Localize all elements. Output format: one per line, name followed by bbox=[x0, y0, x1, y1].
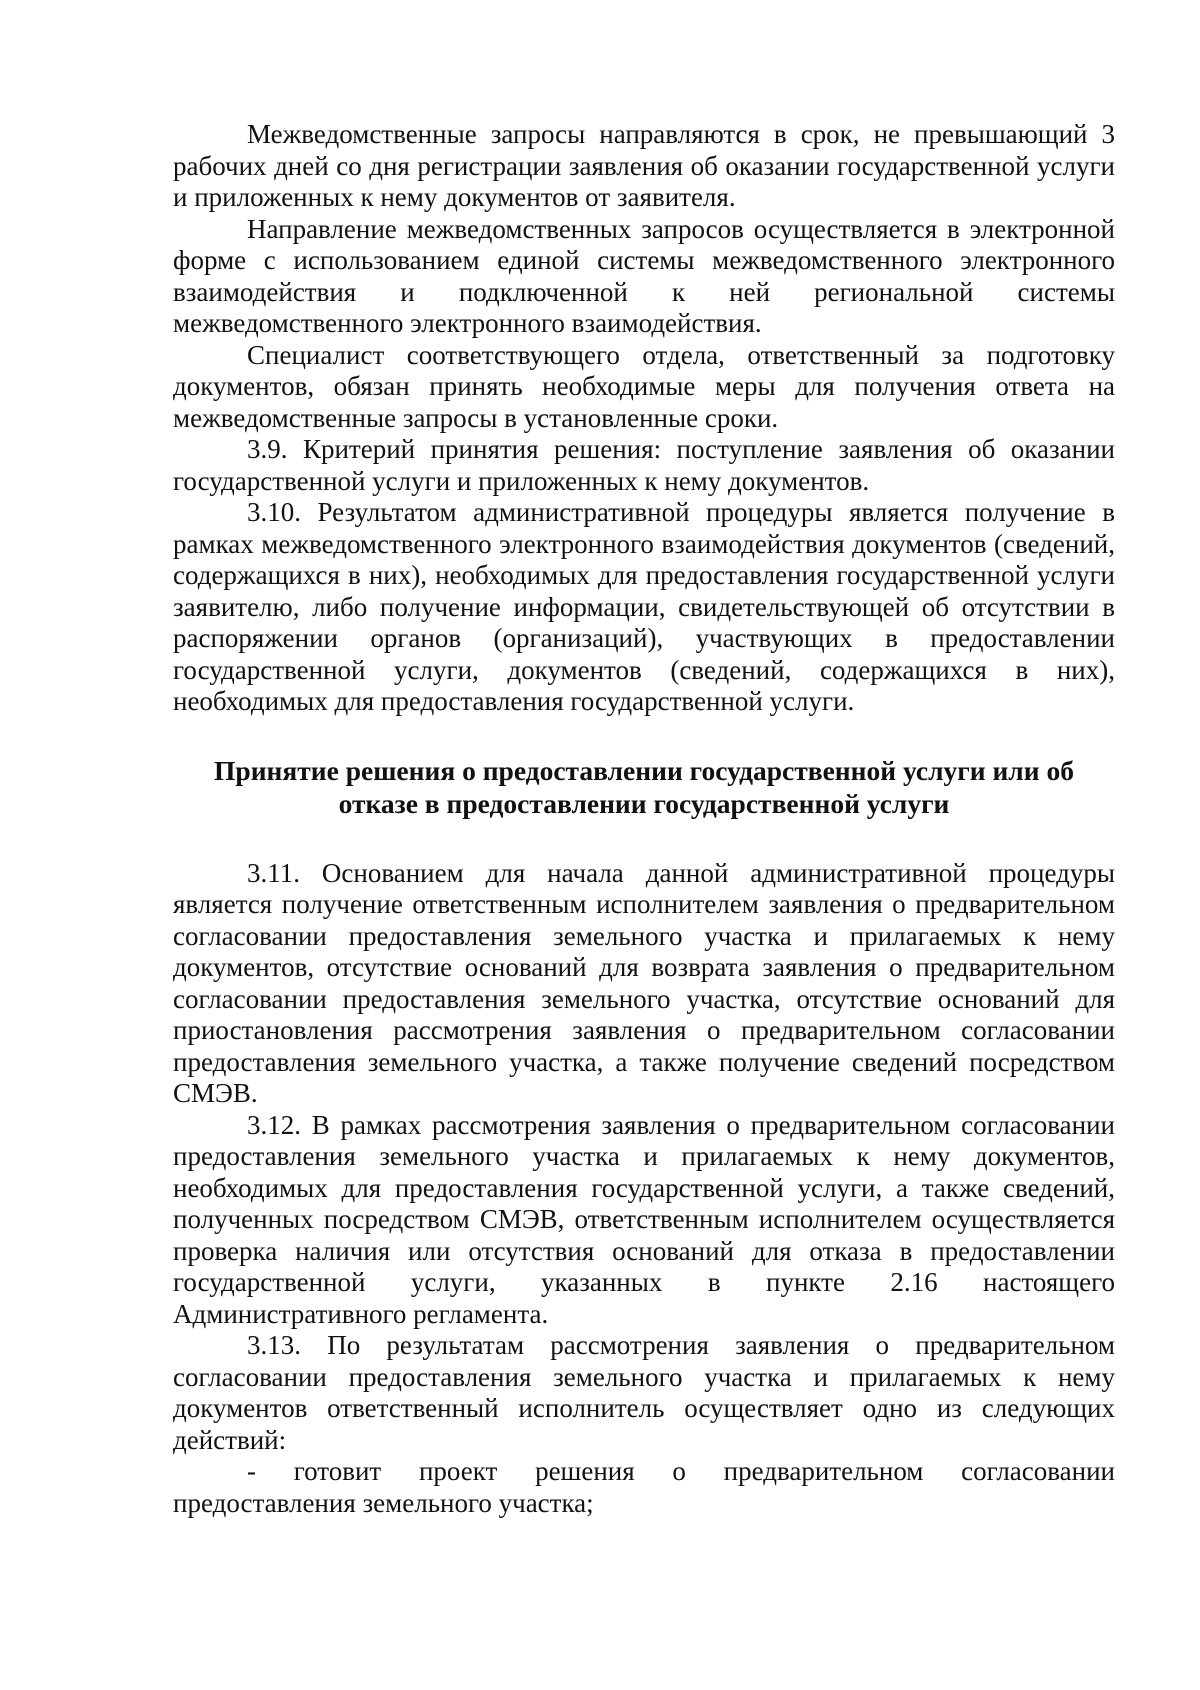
paragraph-electronic-requests: Направление межведомственных запросов осуществляется в электронной форме с использованием единой системы межведомственного электронного взаимодействия и подключенной к ней региональной системы межведомственного электронного взаимодействия. bbox=[173, 213, 1115, 338]
paragraph-3-9: 3.9. Критерий принятия решения: поступление заявления об оказании государственной услуги и приложенных к нему документов. bbox=[173, 434, 1115, 496]
paragraph-3-13: 3.13. По результатам рассмотрения заявления о предварительном согласовании предоставления земельного участка и прилагаемых к нему документов ответственный исполнитель осуществляет одно из следующих действий: bbox=[173, 1330, 1115, 1455]
paragraph-3-11: 3.11. Основанием для начала данной административной процедуры является получение ответственным исполнителем заявления о предварительном согласовании предоставления земельного участка и прилагаемых к нему документов, отсутствие оснований для возврата заявления о предварительном согласовании предоставления земельного участка, отсутствие оснований для приостановления рассмотрения заявления о предварительном согласовании предоставления земельного участка, а также получение сведений посредством СМЭВ. bbox=[173, 857, 1115, 1108]
section-heading bbox=[173, 754, 1115, 820]
list-item-draft-decision: - готовит проект решения о предварительном согласовании предоставления земельного участка; bbox=[173, 1456, 1115, 1518]
paragraph-3-12: 3.12. В рамках рассмотрения заявления о предварительном согласовании предоставления земельного участка и прилагаемых к нему документов, необходимых для предоставления государственной услуги, а также сведений, полученных посредством СМЭВ, ответственным исполнителем осуществляется проверка наличия или отсутствия оснований для отказа в предоставлении государственной услуги, указанных в пункте 2.16 настоящего Административного регламента. bbox=[173, 1109, 1115, 1329]
paragraph-specialist-duties: Специалист соответствующего отдела, ответственный за подготовку документов, обязан принять необходимые меры для получения ответа на межведомственные запросы в установленные сроки. bbox=[173, 339, 1115, 433]
paragraph-interagency-requests-deadline: Межведомственные запросы направляются в срок, не превышающий 3 рабочих дней со дня регистрации заявления об оказании государственной услуги и приложенных к нему документов от заявителя. bbox=[173, 119, 1115, 212]
section-heading-line-1: Принятие решения о предоставлении государственной услуги или об bbox=[214, 754, 1074, 786]
section-heading-line-2: отказе в предоставлении государственной услуги bbox=[338, 787, 950, 819]
document-page bbox=[173, 119, 1115, 1519]
paragraph-3-10: 3.10. Результатом административной процедуры является получение в рамках межведомственного электронного взаимодействия документов (сведений, содержащихся в них), необходимых для предоставления государственной услуги заявителю, либо получение информации, свидетельствующей об отсутствии в распоряжении органов (организаций), участвующих в предоставлении государственной услуги, документов (сведений, содержащихся в них), необходимых для предоставления государственной услуги. bbox=[173, 497, 1115, 716]
